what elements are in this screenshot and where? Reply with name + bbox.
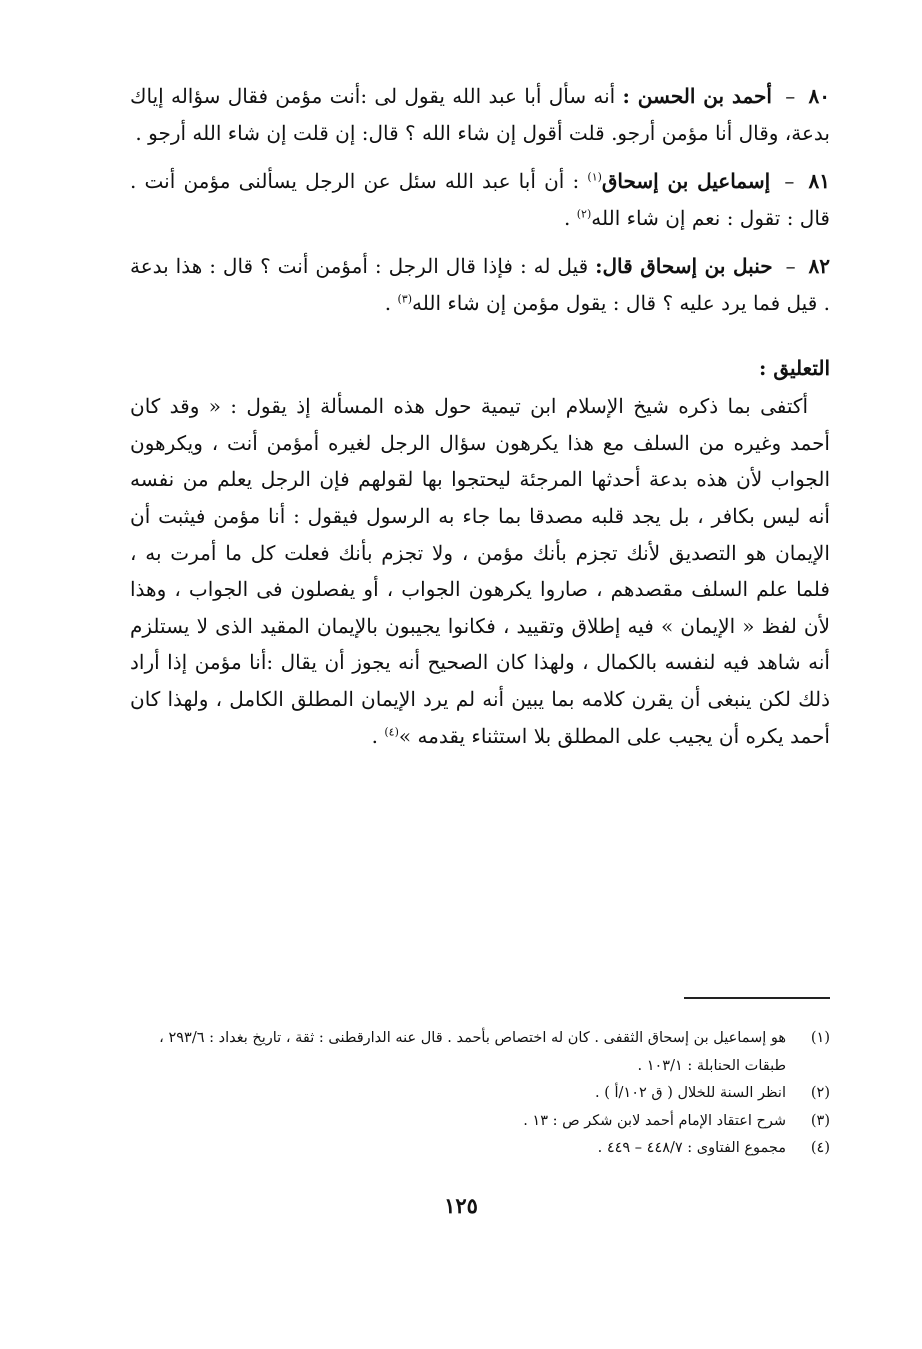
commentary-heading: التعليق : [758, 355, 830, 380]
entry-81 [130, 163, 830, 236]
entry-82 [130, 248, 830, 321]
commentary-tail: . [371, 723, 385, 748]
footnote-number: (٢) [810, 1085, 830, 1101]
entry-number: ٨٢ [808, 254, 831, 279]
entry-dash: – [784, 169, 795, 194]
footnote [125, 1108, 830, 1136]
footnote-text: مجموع الفتاوى : ٤٤٨/٧ – ٤٤٩ . [597, 1140, 786, 1156]
commentary-text: أكتفى بما ذكره شيخ الإسلام ابن تيمية حول هذه المسألة إذ يقول : « وقد كان أحمد وغيره من السلف مع هذا يكرهون سؤال الرجل لغيره أمؤمن أنت ، ويكرهون الجواب لأن هذه بدعة أحدثها المرجئة ليحتجوا بها لقولهم فإن الرجل يعلم من نفسه أنه ليس بكافر ، بل يجد قلبه مصدقا بما جاء به الرسول فيقول : أنا مؤمن فيثبت أن الإيمان هو التصديق لأنك تجزم بأنك مؤمن ، ولا تجزم بأنك فعلت كل ما أمرت به ، فلما علم السلف مقصدهم ، صاروا يكرهون الجواب ، أو يفصلون فى الجواب ، وهذا لأن لفظ « الإيمان » فيه إطلاق وتقييد ، فكانوا يجيبون بالإيمان المقيد الذى لا يستلزم أنه شاهد فيه لنفسه بالكمال ، ولهذا كان الصحيح أنه يجوز أن يقال :أنا مؤمن إذا أراد ذلك لكن ينبغى أن يقرن كلامه بما يبين أنه لم يرد الإيمان المطلق الكامل ، ولهذا كان أحمد يكره أن يجيب على المطلق بلا استثناء يقدمه » [130, 394, 830, 748]
entry-tail: . [384, 290, 398, 315]
main-text [130, 78, 830, 754]
footnote-number: (١) [810, 1030, 830, 1046]
footnote-ref: (١) [587, 170, 602, 184]
entry-dash: – [785, 254, 796, 279]
entry-text: : أن أبا عبد الله سئل عن الرجل يسألنى مؤمن أنت . قال : تقول : نعم إن شاء الله [130, 169, 830, 230]
footnote-ref: (٣) [397, 292, 412, 306]
footnote [125, 1080, 830, 1108]
footnote-number: (٣) [810, 1112, 830, 1129]
entry-dash: – [785, 84, 796, 108]
page-number: ١٢٥ [444, 1193, 478, 1218]
entry-80 [130, 78, 830, 151]
entry-number: ٨١ [808, 169, 830, 194]
narrator-name: حنبل بن إسحاق قال: [595, 254, 773, 279]
entry-text: أنه سأل أبا عبد الله يقول لى :أنت مؤمن فقال سؤاله إياك بدعة، وقال أنا مؤمن أرجو. قلت أقول إن شاء الله ؟ قال: إن قلت إن شاء الله أرجو . [130, 84, 830, 145]
entry-number: ٨٠ [808, 84, 830, 108]
footnotes [125, 1025, 830, 1163]
footnote-text: شرح اعتقاد الإمام أحمد لابن شكر ص : ١٣ . [523, 1112, 786, 1129]
footnote-text: انظر السنة للخلال ( ق ١٠٢/أ ) . [595, 1085, 786, 1101]
footnote [125, 1025, 830, 1080]
footnote-number: (٤) [810, 1140, 830, 1156]
footnote-ref: (٤) [384, 724, 399, 738]
entry-tail: . [564, 205, 577, 230]
footnote-text: هو إسماعيل بن إسحاق الثقفى . كان له اختصاص بأحمد . قال عنه الدارقطنى : ثقة ، تاريخ بغداد : ٢٩٣/٦ ، طبقات الحنابلة : ١٠٣/١ . [159, 1030, 786, 1074]
narrator-name: أحمد بن الحسن : [622, 84, 772, 108]
commentary-paragraph [130, 388, 830, 754]
footnote-separator [684, 997, 830, 999]
footnote-ref: (٢) [576, 207, 592, 221]
entry-text: قيل له : فإذا قال الرجل : أمؤمن أنت ؟ قال : هذا بدعة . قيل فما يرد عليه ؟ قال : يقول مؤمن إن شاء الله [130, 254, 830, 315]
narrator-name: إسماعيل بن إسحاق [601, 169, 771, 194]
footnote [125, 1135, 830, 1163]
